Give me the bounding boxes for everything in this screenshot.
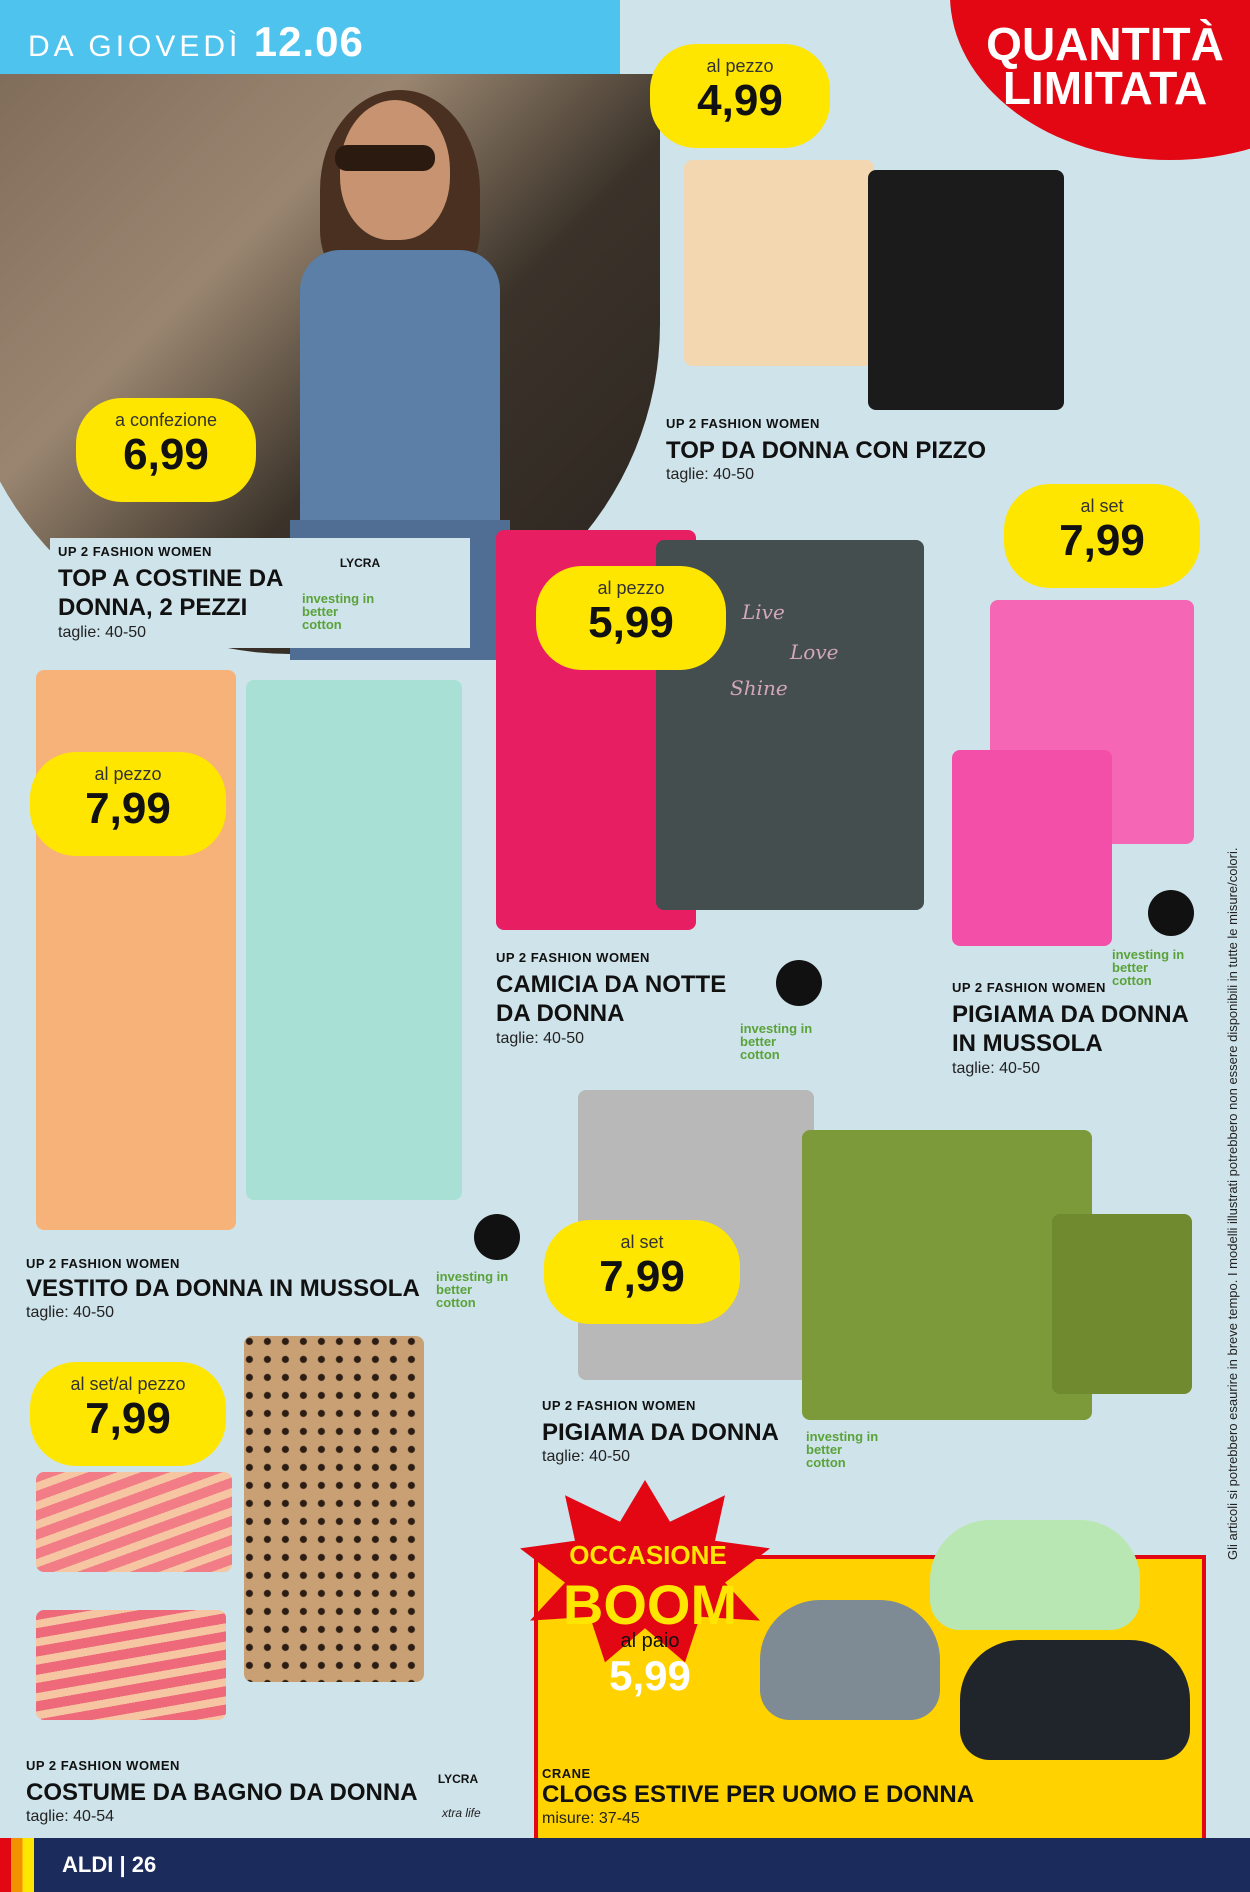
boom-label: BOOM <box>562 1573 738 1636</box>
price-value: 5,99 <box>588 598 674 647</box>
bc-line: better <box>806 1442 843 1457</box>
footer-brand: ALDI <box>62 1852 114 1877</box>
bc-line: cotton <box>1112 973 1152 988</box>
bc-line: cotton <box>436 1295 476 1310</box>
product-title-pigiama: PIGIAMA DA DONNA <box>542 1419 779 1446</box>
price-value: 7,99 <box>1059 516 1145 565</box>
footer-page-number: 26 <box>131 1852 157 1877</box>
footer-page <box>62 1852 156 1878</box>
product-title-top-pizzo: TOP DA DONNA CON PIZZO <box>666 437 987 464</box>
price-label: al set <box>1080 496 1124 516</box>
product-title-top-costine <box>58 564 283 622</box>
price-value: 7,99 <box>85 1394 171 1443</box>
mint-dress-image <box>246 680 462 1200</box>
product-title-costume: COSTUME DA BAGNO DA DONNA <box>26 1779 418 1806</box>
sizes-label: misure: 37-45 <box>542 1810 640 1827</box>
better-cotton-logo <box>806 1430 892 1472</box>
shirt-print-text: Love <box>790 640 839 664</box>
bc-line: better <box>1112 960 1149 975</box>
black-lace-top-image <box>868 170 1064 410</box>
brand-label: UP 2 FASHION WOMEN <box>58 544 212 559</box>
price-tag-costume <box>30 1362 226 1466</box>
footer-stripe <box>0 1838 34 1892</box>
better-cotton-logo <box>740 1022 826 1064</box>
grey-clog-image <box>760 1600 940 1720</box>
lycra-logo: LYCRA <box>339 556 381 570</box>
bc-line: better <box>302 604 339 619</box>
better-cotton-logo <box>436 1270 522 1312</box>
bc-line: investing in <box>1112 947 1185 962</box>
price-value: 6,99 <box>123 430 209 479</box>
sizes-label: taglie: 40-50 <box>542 1448 631 1465</box>
title-line: TOP A COSTINE DA <box>58 565 284 592</box>
price-tag-camicia <box>536 566 726 670</box>
price-label: al pezzo <box>94 764 162 784</box>
leopard-swimsuit-image <box>244 1336 424 1682</box>
title-line: PIGIAMA DA DONNA <box>952 1001 1189 1028</box>
price-tag-top-costine <box>76 398 256 502</box>
price-label: al pezzo <box>706 56 774 76</box>
bc-line: investing in <box>436 1269 509 1284</box>
sizes-label: taglie: 40-50 <box>496 1030 585 1047</box>
sizes-label: taglie: 40-54 <box>26 1808 115 1825</box>
product-title-clogs: CLOGS ESTIVE PER UOMO E DONNA <box>542 1781 975 1808</box>
sunglasses-icon <box>335 145 435 171</box>
bc-line: better <box>740 1034 777 1049</box>
price-tag-pigiama-mussola <box>1004 484 1200 588</box>
cotton-icon <box>474 1214 520 1260</box>
striped-bikini-top-image <box>36 1472 232 1572</box>
striped-bikini-bottom-image <box>36 1610 226 1720</box>
product-title-camicia <box>496 970 726 1028</box>
price-label: al paio <box>620 1630 680 1652</box>
bc-line: cotton <box>806 1455 846 1470</box>
header-prefix: DA GIOVEDÌ <box>28 30 242 63</box>
green-clog-image <box>930 1520 1140 1630</box>
brand-label: UP 2 FASHION WOMEN <box>496 950 650 965</box>
price-tag-vestito <box>30 752 226 856</box>
price-label: a confezione <box>114 410 218 430</box>
brand-label: UP 2 FASHION WOMEN <box>666 416 820 431</box>
shirt-print-text: Live <box>742 600 785 624</box>
product-title-pigiama-mussola <box>952 1000 1189 1058</box>
price-tag-top-pizzo <box>650 44 830 148</box>
bc-line: better <box>436 1282 473 1297</box>
better-cotton-logo <box>1112 948 1198 990</box>
price-tag-pigiama <box>544 1220 740 1324</box>
pink-shorts-image <box>952 750 1112 946</box>
cotton-icon <box>776 960 822 1006</box>
brand-label: UP 2 FASHION WOMEN <box>26 1256 180 1271</box>
price-value: 4,99 <box>697 76 783 125</box>
footer-separator: | <box>119 1852 126 1877</box>
title-line: IN MUSSOLA <box>952 1030 1103 1057</box>
title-line: CAMICIA DA NOTTE <box>496 971 727 998</box>
price-label: al pezzo <box>597 578 665 598</box>
bc-line: cotton <box>302 617 342 632</box>
badge-line-1: QUANTITÀ <box>986 18 1224 70</box>
shirt-print-text: Shine <box>730 676 788 700</box>
badge-line-2: LIMITATA <box>1002 62 1208 114</box>
black-clog-image <box>960 1640 1190 1760</box>
price-value: 7,99 <box>599 1252 685 1301</box>
brand-label: UP 2 FASHION WOMEN <box>26 1758 180 1773</box>
lycra-logo: LYCRA <box>437 1772 479 1786</box>
bc-line: cotton <box>740 1047 780 1062</box>
title-line: DA DONNA <box>496 1000 625 1027</box>
price-label: al set <box>620 1232 664 1252</box>
product-title-vestito: VESTITO DA DONNA IN MUSSOLA <box>26 1275 420 1302</box>
footer-bar <box>0 1838 1250 1892</box>
green-shorts-image <box>1052 1214 1192 1394</box>
price-value: 7,99 <box>85 784 171 833</box>
xtra-life-logo: xtra life <box>442 1806 481 1820</box>
sizes-label: taglie: 40-50 <box>666 466 755 483</box>
header-date-value: 12.06 <box>253 18 364 65</box>
limited-quantity-text <box>980 18 1230 114</box>
brand-label: UP 2 FASHION WOMEN <box>952 980 1106 995</box>
header-date <box>28 18 364 66</box>
title-line: DONNA, 2 PEZZI <box>58 594 248 621</box>
price-label: al set/al pezzo <box>70 1374 186 1394</box>
bc-line: investing in <box>740 1021 813 1036</box>
bc-line: investing in <box>302 591 375 606</box>
disclaimer-text: Gli articoli si potrebbero esaurire in breve tempo. I modelli illustrati potrebbero non essere disponibili in tutte le misure/colori. <box>1225 847 1240 1560</box>
occasione-label: OCCASIONE <box>569 1540 727 1570</box>
sizes-label: taglie: 40-50 <box>952 1060 1041 1077</box>
better-cotton-logo <box>302 592 388 634</box>
blue-tank-top-image <box>300 250 500 540</box>
price-value: 5,99 <box>609 1652 691 1699</box>
sizes-label: taglie: 40-50 <box>26 1304 115 1321</box>
beige-lace-top-image <box>684 160 874 366</box>
bc-line: investing in <box>806 1429 879 1444</box>
sizes-label: taglie: 40-50 <box>58 624 147 641</box>
brand-label: UP 2 FASHION WOMEN <box>542 1398 696 1413</box>
green-tshirt-image <box>802 1130 1092 1420</box>
cotton-icon <box>1148 890 1194 936</box>
brand-label: CRANE <box>542 1766 591 1781</box>
